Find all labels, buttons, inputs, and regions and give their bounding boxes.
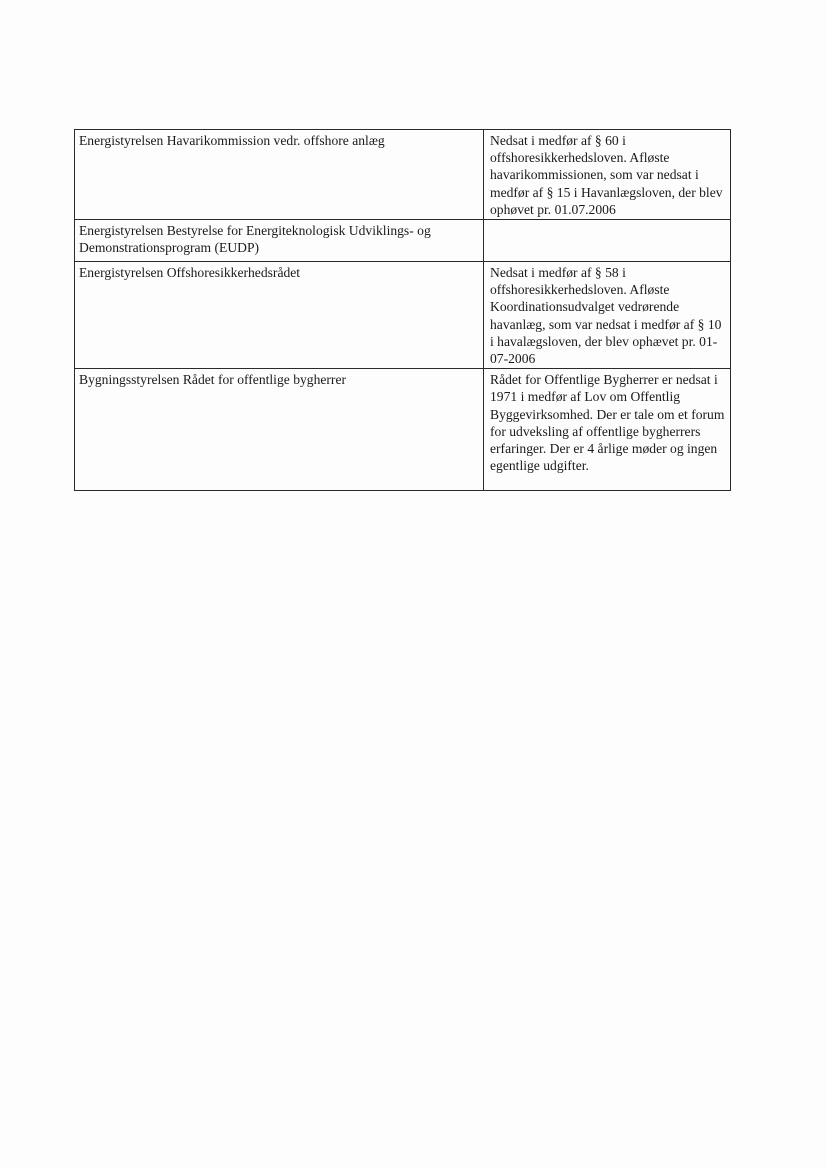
- committee-name-cell: Energistyrelsen Bestyrelse for Energiteknologisk Udviklings- og Demonstrationsprogram (EUDP): [75, 220, 484, 262]
- committee-name-cell: Bygningsstyrelsen Rådet for offentlige bygherrer: [75, 369, 484, 491]
- table-row: [75, 262, 731, 369]
- table-row: [75, 369, 731, 491]
- committee-name-cell: Energistyrelsen Offshoresikkerhedsrådet: [75, 262, 484, 369]
- table-row: [75, 220, 731, 262]
- committee-note-cell: Nedsat i medfør af § 60 i offshoresikkerhedsloven. Afløste havarikommissionen, som var nedsat i medfør af § 15 i Havanlægsloven, der blev ophøvet pr. 01.07.2006: [484, 130, 731, 220]
- committee-note-cell: Nedsat i medfør af § 58 i offshoresikkerhedsloven. Afløste Koordinationsudvalget vedrørende havanlæg, som var nedsat i medfør af § 10 i havalægsloven, der blev ophævet pr. 01-07-2006: [484, 262, 731, 369]
- committee-name-cell: Energistyrelsen Havarikommission vedr. offshore anlæg: [75, 130, 484, 220]
- committee-table: [74, 129, 731, 491]
- table-row: [75, 130, 731, 220]
- committee-note-cell: Rådet for Offentlige Bygherrer er nedsat i 1971 i medfør af Lov om Offentlig Byggevirksomhed. Der er tale om et forum for udveksling af offentlige bygherrers erfaringer. Der er 4 årlige møder og ingen egentlige udgifter.: [484, 369, 731, 491]
- committee-note-cell: [484, 220, 731, 262]
